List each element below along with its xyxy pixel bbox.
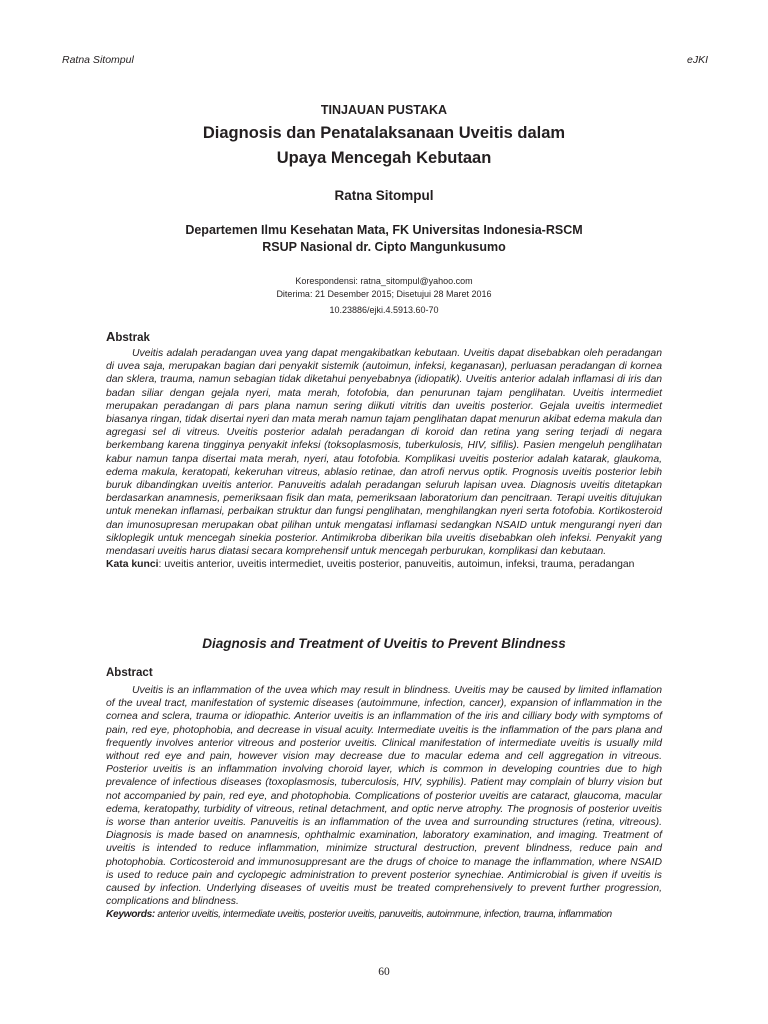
- running-head-journal: eJKI: [686, 54, 708, 66]
- abstrak-text: Uveitis adalah peradangan uvea yang dapat mengakibatkan kebutaan. Uveitis dapat disebabkan oleh peradangan di uvea saja, merupakan bagian dari penyakit sistemik (autoimun, infeksi, keganasan), perluasan peradangan di kornea dan sklera, trauma, namun sebagian tidak diketahui penyebabnya (idiopatik). Uveitis anterior adalah inflamasi di iris dan badan siliar dengan gejala nyeri, mata merah, fotofobia, dan penurunan tajam penglihatan. Uveitis intermediet merupakan peradangan di pars plana namun sering diikuti vitritis dan uveitis posterior. Gejala uveitis intermediet biasanya ringan, tidak disertai nyeri dan mata merah namun tajam penglihatan dapat menurun akibat edema makula dan agregasi sel di vitreus. Uveitis posterior adalah peradangan di koroid dan retina yang sering terjadi di negara berkembang karena tingginya penyakit infeksi (toksoplasmosis, tuberkulosis, HIV, sifilis). Pasien mengeluh penglihatan kabur namun tanpa disertai mata merah, nyeri, atau fotofobia. Komplikasi uveitis posterior adalah katarak, glaukoma, edema makula, keratopati, kekeruhan vitreus, ablasio retinae, dan atrofi nervus optik. Prognosis uveitis posterior lebih buruk dibandingkan uveitis anterior. Panuveitis adalah peradangan seluruh lapisan uvea. Diagnosis uveitis ditetapkan berdasarkan anamnesis, pemeriksaan fisik dan mata, pemeriksaan laboratorium dan pencitraan. Terapi uveitis ditujukan untuk menekan inflamasi, perbaikan struktur dan fungsi penglihatan, menghilangkan nyeri serta fotofobia. Kortikosteroid dan imunosupresan merupakan obat pilihan untuk mengatasi inflamasi sedangkan NSAID untuk mengurangi nyeri dan sikloplegik untuk mencegah sinekia posterior. Antimikroba diberikan bila uveitis disebabkan oleh infeksi. Penyakit yang mendasari uveitis harus diatasi secara komprehensif untuk mencegah perburukan, komplikasi dan kebutaan.: [106, 348, 662, 558]
- running-head-author: Ratna Sitompul: [62, 54, 134, 66]
- affiliation-line-2: RSUP Nasional dr. Cipto Mangunkusumo: [262, 240, 506, 254]
- keywords-label: Keywords:: [106, 909, 155, 921]
- kata-kunci-list: : uveitis anterior, uveitis intermediet, uveitis posterior, panuveitis, autoimun, infeksi, trauma, peradangan: [158, 559, 635, 571]
- kata-kunci-label: Kata kunci: [106, 559, 159, 571]
- abstract-text: Uveitis is an inflammation of the uvea which may result in blindness. Uveitis may be caused by limited inflamation of the uveal tract, manifestation of systemic diseases (autoimmune, infection, cancer), expansion of inflammation in the cornea and sclera, trauma or idiopathic. Anterior uveitis is an inflammation of the iris and cilliary body with symptoms of pain, red eye, photophobia, and decrease in visual acuity. Intermediate uveitis is the inflammation of the pars plana and frequently involves anterior vitreous and posterior uveitis. Clinical manifestation of intermediate uveitis is usually mild without red eye and pain, however vision may decrease due to macular edema and cell aggregation in vitreous. Posterior uveitis is an inflammation involving choroid layer, which is common in developing countries due to high prevalence of infectious diseases (toxoplasmosis, tuberculosis, HIV, syphilis). Patient may complain of blurry vision but not accompanied by pain, red eye, and photophobia. Complications of posterior uveitis are cataract, glaucoma, macular edema, keratopathy, turbidity of vitreous, retinal detachment, and optic nerve atrophy. The prognosis of posterior uveitis is worse than anterior uveitis. Panuveitis is an inflammation of the uvea and surrounding structures (retina, vitreous). Diagnosis is made based on anamnesis, ophthalmic examination, laboratory examination, and imaging. Treatment of uveitis is intended to reduce inflammation, minimize structural destruction, prevent blindness, reduce pain and photophobia. Corticosteroid and immunosuppresant are the drugs of choice to manage the inflammation, where NSAID is used to reduce pain and cyclopegic administration to prevent posterior synechiae. Antimicrobial is given if uveitis is caused by infection. Underlying diseases of uveitis must be treated comprehensively to prevent further progression, complications and blindness.: [106, 685, 662, 908]
- abstract-section: [106, 667, 662, 922]
- english-title: Diagnosis and Treatment of Uveitis to Prevent Blindness: [202, 636, 566, 651]
- kata-kunci: [106, 558, 662, 571]
- article-title-line-1: Diagnosis dan Penatalaksanaan Uveitis dalam: [202, 124, 566, 142]
- keywords: [106, 908, 662, 921]
- article-title: [0, 121, 768, 171]
- article-category: TINJAUAN PUSTAKA: [320, 103, 448, 117]
- article-title-line-2: Upaya Mencegah Kebutaan: [276, 149, 492, 167]
- abstrak-section: [106, 329, 662, 571]
- abstrak-heading: Abstrak: [106, 329, 150, 344]
- received-accepted-dates: Diterima: 21 Desember 2015; Disetujui 28 Maret 2016: [276, 289, 492, 299]
- doi: 10.23886/ejki.4.5913.60-70: [329, 305, 439, 315]
- abstract-heading: Abstract: [106, 667, 153, 679]
- author-name: Ratna Sitompul: [334, 188, 434, 203]
- correspondence: Korespondensi: ratna_sitompul@yahoo.com: [295, 276, 473, 286]
- page-number: 60: [378, 966, 390, 978]
- keywords-list: anterior uveitis, intermediate uveitis, posterior uveitis, panuveitis, autoimmune, infection, trauma, inflammation: [154, 909, 612, 921]
- affiliation: [0, 222, 768, 256]
- affiliation-line-1: Departemen Ilmu Kesehatan Mata, FK Universitas Indonesia-RSCM: [185, 223, 583, 237]
